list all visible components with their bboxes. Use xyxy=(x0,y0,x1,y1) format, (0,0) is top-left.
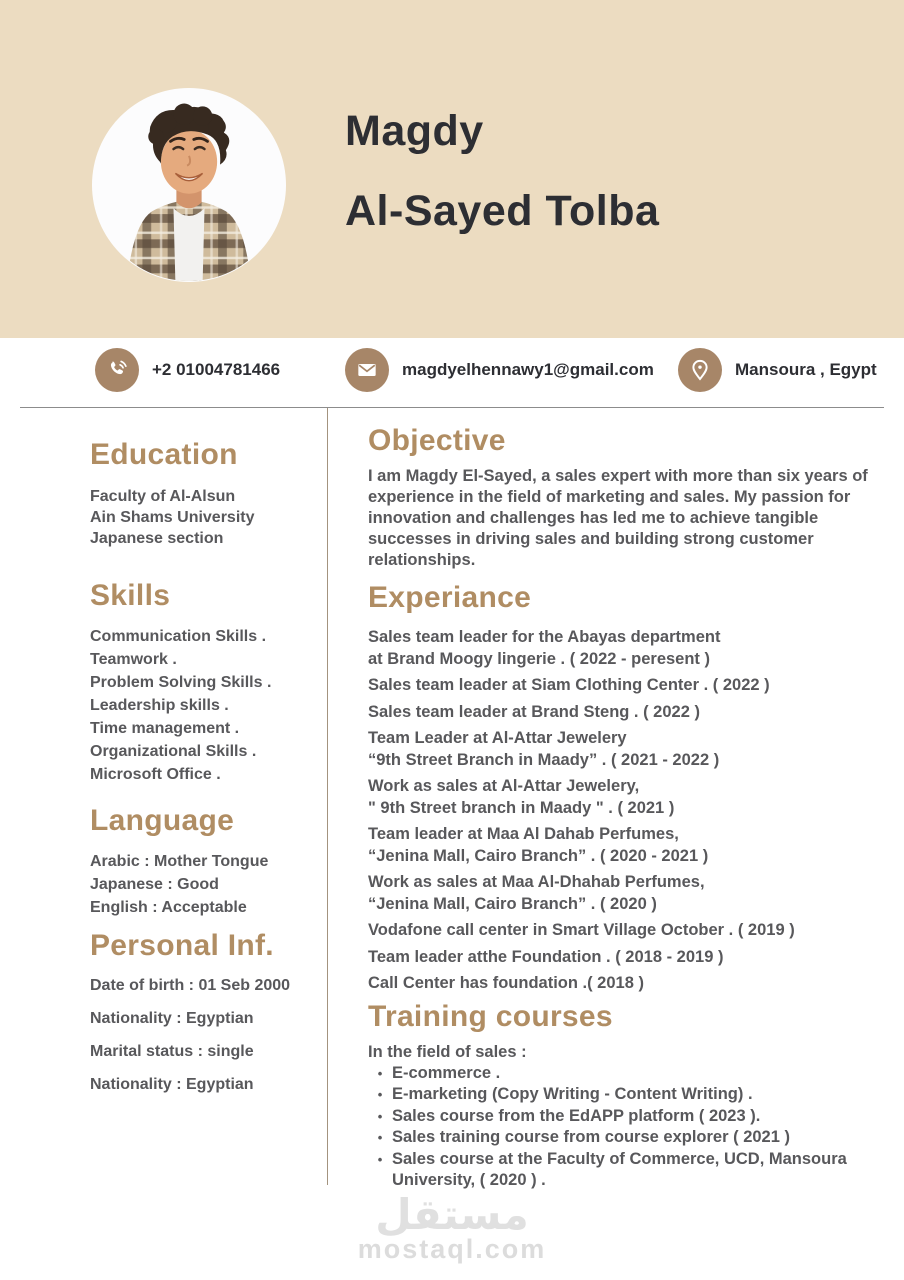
content-columns xyxy=(20,407,884,1189)
right-column xyxy=(328,408,884,1189)
experience-line: " 9th Street branch in Maady " . ( 2021 ) xyxy=(368,798,675,817)
experience-entry xyxy=(368,973,878,995)
header-banner xyxy=(0,0,904,338)
experience-line: “9th Street Branch in Maady” . ( 2021 - 2022 ) xyxy=(368,750,720,769)
experience-entry xyxy=(368,872,878,915)
language-item: Japanese : Good xyxy=(90,876,219,893)
left-column xyxy=(20,408,328,1185)
course-item xyxy=(368,1106,878,1128)
name-first-line: Magdy xyxy=(345,107,484,155)
personal-info-item: Date of birth : 01 Seb 2000 xyxy=(90,977,291,994)
skills-list xyxy=(90,625,319,786)
mostaql-arabic-logo: مستقل xyxy=(375,1190,529,1239)
education-title: Education xyxy=(90,438,238,471)
bullet-icon: • xyxy=(377,1130,383,1145)
language-list xyxy=(90,850,319,919)
personal-info-list xyxy=(90,975,319,1095)
language-title: Language xyxy=(90,804,235,837)
course-item xyxy=(368,1063,878,1085)
email-address: magdyelhennawy1@gmail.com xyxy=(402,360,654,379)
skill-item: Time management . xyxy=(90,720,240,737)
bullet-icon: • xyxy=(377,1151,383,1167)
experience-entry xyxy=(368,728,878,771)
course-text: E-commerce . xyxy=(392,1063,501,1082)
skill-item: Teamwork . xyxy=(90,651,177,668)
envelope-icon xyxy=(345,348,389,392)
language-item: English : Acceptable xyxy=(90,899,247,916)
experience-line: Sales team leader at Brand Steng . ( 2022 ) xyxy=(368,702,700,721)
skill-item: Communication Skills . xyxy=(90,628,267,645)
experience-line: at Brand Moogy lingerie . ( 2022 - peresent ) xyxy=(368,649,710,668)
experience-line: “Jenina Mall, Cairo Branch” . ( 2020 - 2021 ) xyxy=(368,846,709,865)
experience-line: “Jenina Mall, Cairo Branch” . ( 2020 ) xyxy=(368,894,657,913)
experience-line: Team leader at Maa Al Dahab Perfumes, xyxy=(368,825,679,843)
mostaql-domain-text: mostaql.com xyxy=(357,1234,547,1264)
experience-title: Experiance xyxy=(368,581,532,614)
location-text: Mansoura , Egypt xyxy=(735,360,877,379)
training-courses-list xyxy=(368,1063,878,1192)
course-text: Sales course at the Faculty of Commerce, UCD, Mansoura University, ( 2020 ) . xyxy=(392,1149,847,1189)
experience-line: Sales team leader for the Abayas department xyxy=(368,628,721,646)
experience-entry xyxy=(368,776,878,819)
education-line: Ain Shams University xyxy=(90,509,255,526)
experience-line: Call Center has foundation .( 2018 ) xyxy=(368,974,644,992)
experience-line: Team Leader at Al-Attar Jewelery xyxy=(368,729,627,747)
experience-entry xyxy=(368,675,878,697)
personal-info-item: Nationality : Egyptian xyxy=(90,1010,254,1027)
course-item xyxy=(368,1149,878,1192)
mostaql-watermark xyxy=(0,1190,904,1265)
contact-phone xyxy=(95,348,280,392)
course-item xyxy=(368,1127,878,1149)
skill-item: Organizational Skills . xyxy=(90,743,257,760)
skill-item: Problem Solving Skills . xyxy=(90,674,272,691)
course-text: Sales training course from course explorer ( 2021 ) xyxy=(392,1128,790,1146)
skill-item: Leadership skills . xyxy=(90,697,229,714)
phone-number: +2 01004781466 xyxy=(152,360,281,379)
contact-email xyxy=(345,348,654,392)
personal-info-item: Marital status : single xyxy=(90,1043,254,1060)
contact-location xyxy=(678,348,877,392)
education-details xyxy=(90,486,319,549)
experience-line: Work as sales at Maa Al-Dhahab Perfumes, xyxy=(368,873,705,891)
experience-entry xyxy=(368,627,878,670)
education-line: Japanese section xyxy=(90,530,224,547)
bullet-icon: • xyxy=(377,1087,383,1102)
experience-entry xyxy=(368,824,878,867)
experience-entry xyxy=(368,702,878,724)
candidate-name xyxy=(345,107,660,235)
profile-photo xyxy=(92,88,286,282)
portrait-illustration xyxy=(92,88,286,282)
training-intro: In the field of sales : xyxy=(368,1042,527,1061)
skills-title: Skills xyxy=(90,579,171,612)
experience-list xyxy=(368,627,878,995)
phone-icon xyxy=(95,348,139,392)
name-second-line: Al-Sayed Tolba xyxy=(345,187,660,235)
objective-text: I am Magdy El-Sayed, a sales expert with more than six years of experience in the field of marketing and sales. My passion for innovation and challenges has led me to achieve tangible successes in driving sales and building strong customer relationships. xyxy=(368,467,868,569)
course-text: Sales course from the EdAPP platform ( 2023 ). xyxy=(392,1106,761,1125)
experience-entry xyxy=(368,947,878,969)
bullet-icon: • xyxy=(377,1108,383,1124)
experience-line: Team leader atthe Foundation . ( 2018 - 2019 ) xyxy=(368,947,724,966)
experience-line: Vodafone call center in Smart Village October . ( 2019 ) xyxy=(368,921,795,939)
training-courses-title: Training courses xyxy=(368,999,613,1033)
personal-info-item: Nationality : Egyptian xyxy=(90,1076,254,1093)
language-item: Arabic : Mother Tongue xyxy=(90,853,269,870)
experience-entry xyxy=(368,920,878,942)
bullet-icon: • xyxy=(377,1065,383,1081)
personal-info-title: Personal Inf. xyxy=(90,929,274,962)
objective-title: Objective xyxy=(368,424,506,457)
experience-line: Sales team leader at Siam Clothing Center . ( 2022 ) xyxy=(368,676,770,694)
location-pin-icon xyxy=(678,348,722,392)
skill-item: Microsoft Office . xyxy=(90,766,221,783)
experience-line: Work as sales at Al-Attar Jewelery, xyxy=(368,777,640,795)
education-line: Faculty of Al-Alsun xyxy=(90,488,236,505)
course-item xyxy=(368,1084,878,1106)
course-text: E-marketing (Copy Writing - Content Writing) . xyxy=(392,1085,753,1103)
